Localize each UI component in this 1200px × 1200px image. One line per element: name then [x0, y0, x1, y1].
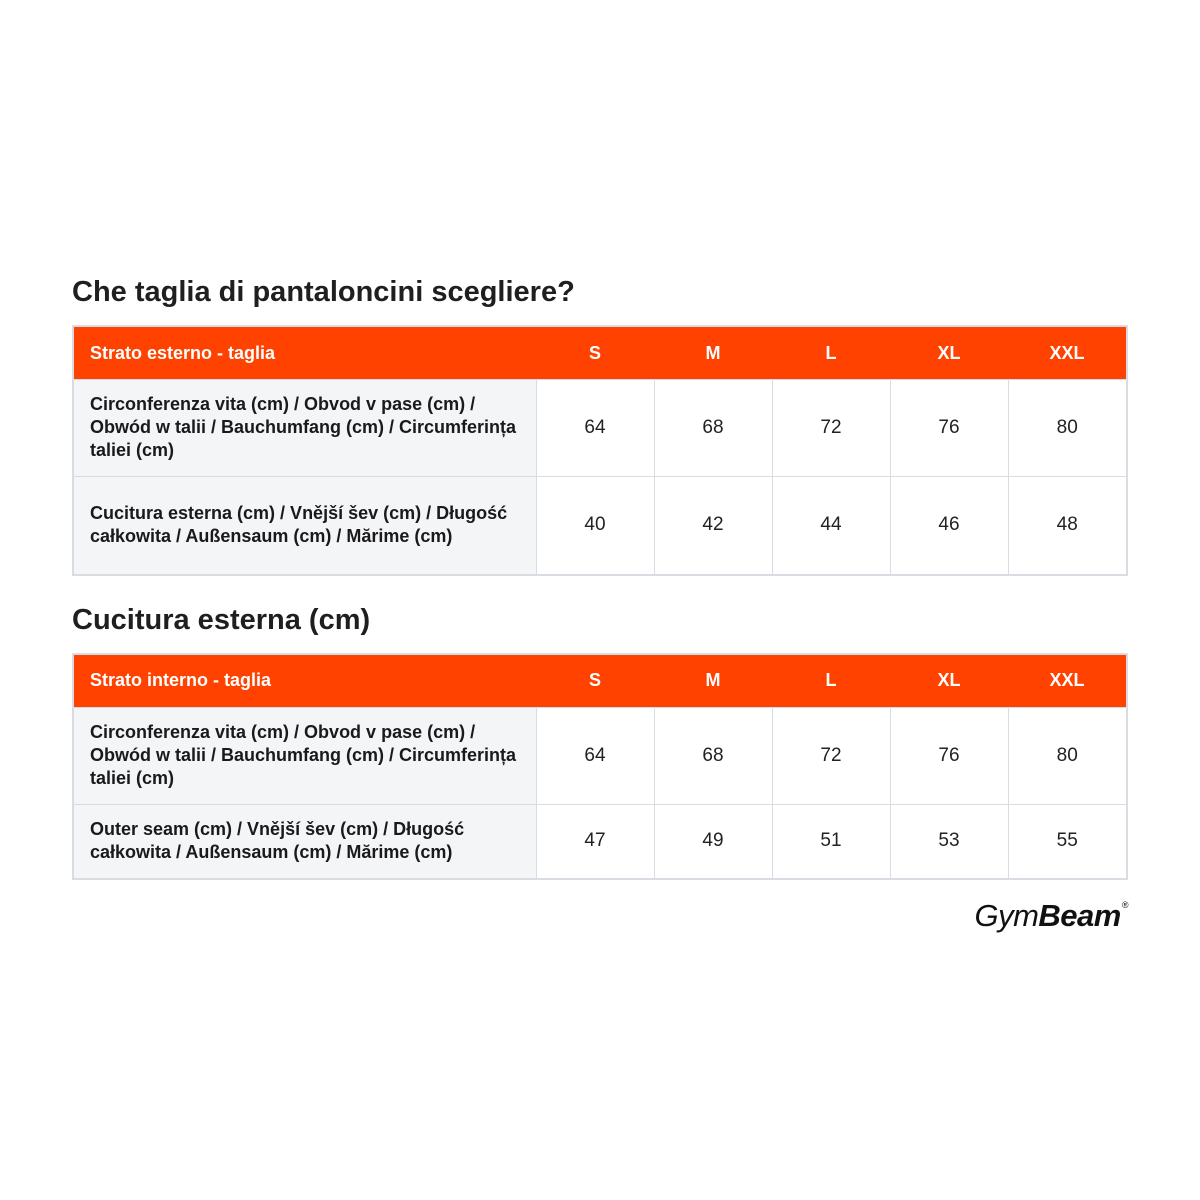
registered-mark: ®	[1121, 900, 1128, 910]
header-label: Strato esterno - taglia	[74, 327, 536, 380]
row-label: Cucitura esterna (cm) / Vnější šev (cm) / Długość całkowita / Außensaum (cm) / Mărime (cm)	[74, 477, 536, 574]
table-cell: 80	[1008, 707, 1126, 804]
table-cell: 47	[536, 804, 654, 878]
table-cell: 80	[1008, 380, 1126, 477]
table-header-row	[74, 327, 1126, 380]
table-cell: 42	[654, 477, 772, 574]
table-cell: 68	[654, 707, 772, 804]
outer-size-table-wrap	[72, 325, 1128, 576]
table-row	[74, 380, 1126, 477]
table-cell: 72	[772, 380, 890, 477]
table-cell: 72	[772, 707, 890, 804]
table-cell: 64	[536, 380, 654, 477]
table-cell: 53	[890, 804, 1008, 878]
table-row	[74, 477, 1126, 574]
row-label: Circonferenza vita (cm) / Obvod v pase (cm) / Obwód w talii / Bauchumfang (cm) / Circumferința taliei (cm)	[74, 707, 536, 804]
table-header-row	[74, 655, 1126, 708]
header-label: Strato interno - taglia	[74, 655, 536, 708]
table-cell: 46	[890, 477, 1008, 574]
table-row	[74, 707, 1126, 804]
inner-size-table	[74, 655, 1126, 879]
table-cell: 44	[772, 477, 890, 574]
inner-layer-section	[72, 600, 1128, 881]
size-guide-page	[72, 272, 1128, 933]
row-label: Circonferenza vita (cm) / Obvod v pase (cm) / Obwód w talii / Bauchumfang (cm) / Circumferința taliei (cm)	[74, 380, 536, 477]
table-cell: 51	[772, 804, 890, 878]
table-cell: 64	[536, 707, 654, 804]
size-header-xxl: XXL	[1008, 327, 1126, 380]
logo-text-gym: Gym	[974, 898, 1039, 933]
table-cell: 48	[1008, 477, 1126, 574]
outer-size-table	[74, 327, 1126, 574]
section-title-outer: Che taglia di pantaloncini scegliere?	[72, 276, 575, 308]
table-cell: 76	[890, 380, 1008, 477]
outer-layer-section	[72, 272, 1128, 576]
table-row	[74, 804, 1126, 878]
section-title-inner: Cucitura esterna (cm)	[72, 603, 371, 636]
row-label: Outer seam (cm) / Vnější šev (cm) / Długość całkowita / Außensaum (cm) / Mărime (cm)	[74, 804, 536, 878]
inner-size-table-wrap	[72, 653, 1128, 881]
size-header-xl: XL	[890, 327, 1008, 380]
table-cell: 49	[654, 804, 772, 878]
size-header-m: M	[654, 327, 772, 380]
size-header-xxl: XXL	[1008, 655, 1126, 708]
gymbeam-logo	[974, 898, 1128, 938]
table-cell: 76	[890, 707, 1008, 804]
size-header-s: S	[536, 327, 654, 380]
table-cell: 55	[1008, 804, 1126, 878]
size-header-xl: XL	[890, 655, 1008, 708]
size-header-s: S	[536, 655, 654, 708]
size-header-l: L	[772, 655, 890, 708]
table-cell: 40	[536, 477, 654, 574]
table-cell: 68	[654, 380, 772, 477]
logo-text-beam: Beam	[1038, 898, 1121, 933]
size-header-m: M	[654, 655, 772, 708]
size-header-l: L	[772, 327, 890, 380]
